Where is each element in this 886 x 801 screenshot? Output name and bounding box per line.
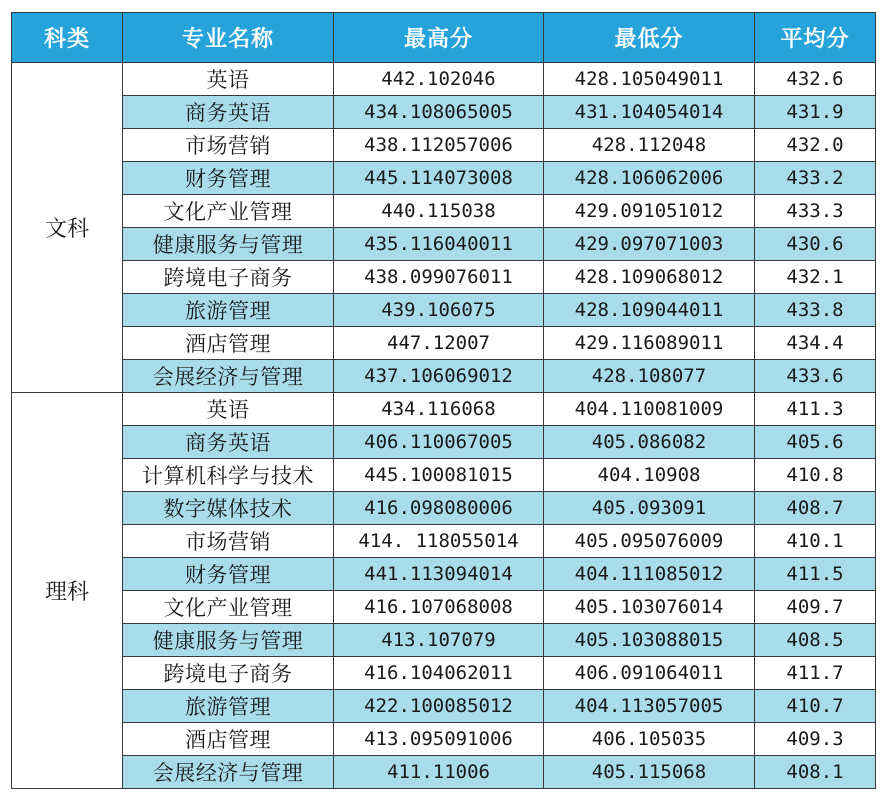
min-score-cell: 404.110081009: [544, 393, 755, 426]
avg-score-cell: 433.6: [755, 360, 876, 393]
min-score-cell: 428.108077: [544, 360, 755, 393]
table-row: [12, 129, 876, 162]
table-body: [12, 63, 876, 789]
max-score-cell: 447.12007: [334, 327, 544, 360]
table-row: [12, 525, 876, 558]
major-cell: 文化产业管理: [123, 591, 334, 624]
major-cell: 跨境电子商务: [123, 657, 334, 690]
max-score-cell: 445.100081015: [334, 459, 544, 492]
major-cell: 英语: [123, 393, 334, 426]
header-min-score: 最低分: [544, 13, 755, 63]
min-score-cell: 428.106062006: [544, 162, 755, 195]
table-row: [12, 591, 876, 624]
avg-score-cell: 433.3: [755, 195, 876, 228]
max-score-cell: 442.102046: [334, 63, 544, 96]
table-row: [12, 558, 876, 591]
avg-score-cell: 433.2: [755, 162, 876, 195]
major-cell: 会展经济与管理: [123, 360, 334, 393]
max-score-cell: 414. 118055014: [334, 525, 544, 558]
min-score-cell: 405.103076014: [544, 591, 755, 624]
table-row: [12, 624, 876, 657]
major-cell: 商务英语: [123, 96, 334, 129]
max-score-cell: 438.112057006: [334, 129, 544, 162]
min-score-cell: 404.10908: [544, 459, 755, 492]
major-cell: 会展经济与管理: [123, 756, 334, 789]
max-score-cell: 435.116040011: [334, 228, 544, 261]
header-category: 科类: [12, 13, 123, 63]
min-score-cell: 429.116089011: [544, 327, 755, 360]
header-max-score: 最高分: [334, 13, 544, 63]
min-score-cell: 431.104054014: [544, 96, 755, 129]
avg-score-cell: 411.7: [755, 657, 876, 690]
avg-score-cell: 432.0: [755, 129, 876, 162]
avg-score-cell: 432.1: [755, 261, 876, 294]
min-score-cell: 428.109068012: [544, 261, 755, 294]
table-header-row: [12, 13, 876, 63]
avg-score-cell: 408.5: [755, 624, 876, 657]
table-row: [12, 459, 876, 492]
avg-score-cell: 410.8: [755, 459, 876, 492]
major-cell: 旅游管理: [123, 690, 334, 723]
major-cell: 财务管理: [123, 558, 334, 591]
major-cell: 旅游管理: [123, 294, 334, 327]
table-row: [12, 657, 876, 690]
min-score-cell: 405.095076009: [544, 525, 755, 558]
min-score-cell: 428.105049011: [544, 63, 755, 96]
major-cell: 商务英语: [123, 426, 334, 459]
major-cell: 财务管理: [123, 162, 334, 195]
max-score-cell: 416.098080006: [334, 492, 544, 525]
min-score-cell: 405.103088015: [544, 624, 755, 657]
max-score-cell: 434.108065005: [334, 96, 544, 129]
avg-score-cell: 431.9: [755, 96, 876, 129]
avg-score-cell: 408.1: [755, 756, 876, 789]
min-score-cell: 404.111085012: [544, 558, 755, 591]
table-row: [12, 327, 876, 360]
min-score-cell: 405.115068: [544, 756, 755, 789]
max-score-cell: 441.113094014: [334, 558, 544, 591]
min-score-cell: 428.112048: [544, 129, 755, 162]
avg-score-cell: 411.5: [755, 558, 876, 591]
max-score-cell: 434.116068: [334, 393, 544, 426]
major-cell: 跨境电子商务: [123, 261, 334, 294]
avg-score-cell: 434.4: [755, 327, 876, 360]
min-score-cell: 405.086082: [544, 426, 755, 459]
header-avg-score: 平均分: [755, 13, 876, 63]
max-score-cell: 413.095091006: [334, 723, 544, 756]
avg-score-cell: 410.7: [755, 690, 876, 723]
major-cell: 文化产业管理: [123, 195, 334, 228]
major-cell: 酒店管理: [123, 723, 334, 756]
table-row: [12, 294, 876, 327]
header-major: 专业名称: [123, 13, 334, 63]
score-table: [11, 12, 876, 789]
avg-score-cell: 409.3: [755, 723, 876, 756]
table-row: [12, 393, 876, 426]
major-cell: 健康服务与管理: [123, 228, 334, 261]
table-row: [12, 492, 876, 525]
table-row: [12, 63, 876, 96]
table-row: [12, 756, 876, 789]
max-score-cell: 445.114073008: [334, 162, 544, 195]
major-cell: 英语: [123, 63, 334, 96]
min-score-cell: 429.091051012: [544, 195, 755, 228]
table-row: [12, 96, 876, 129]
table-row: [12, 261, 876, 294]
major-cell: 计算机科学与技术: [123, 459, 334, 492]
table-row: [12, 723, 876, 756]
major-cell: 酒店管理: [123, 327, 334, 360]
avg-score-cell: 430.6: [755, 228, 876, 261]
min-score-cell: 406.105035: [544, 723, 755, 756]
major-cell: 健康服务与管理: [123, 624, 334, 657]
table-row: [12, 360, 876, 393]
min-score-cell: 406.091064011: [544, 657, 755, 690]
major-cell: 市场营销: [123, 129, 334, 162]
table-row: [12, 228, 876, 261]
max-score-cell: 416.107068008: [334, 591, 544, 624]
max-score-cell: 416.104062011: [334, 657, 544, 690]
table-row: [12, 426, 876, 459]
avg-score-cell: 410.1: [755, 525, 876, 558]
max-score-cell: 438.099076011: [334, 261, 544, 294]
table-row: [12, 690, 876, 723]
avg-score-cell: 411.3: [755, 393, 876, 426]
table-row: [12, 162, 876, 195]
max-score-cell: 422.100085012: [334, 690, 544, 723]
major-cell: 数字媒体技术: [123, 492, 334, 525]
min-score-cell: 404.113057005: [544, 690, 755, 723]
avg-score-cell: 408.7: [755, 492, 876, 525]
max-score-cell: 406.110067005: [334, 426, 544, 459]
min-score-cell: 405.093091: [544, 492, 755, 525]
max-score-cell: 439.106075: [334, 294, 544, 327]
avg-score-cell: 433.8: [755, 294, 876, 327]
max-score-cell: 437.106069012: [334, 360, 544, 393]
max-score-cell: 411.11006: [334, 756, 544, 789]
avg-score-cell: 409.7: [755, 591, 876, 624]
min-score-cell: 428.109044011: [544, 294, 755, 327]
avg-score-cell: 432.6: [755, 63, 876, 96]
category-cell: 文科: [12, 63, 123, 393]
major-cell: 市场营销: [123, 525, 334, 558]
category-cell: 理科: [12, 393, 123, 789]
avg-score-cell: 405.6: [755, 426, 876, 459]
max-score-cell: 440.115038: [334, 195, 544, 228]
table-row: [12, 195, 876, 228]
max-score-cell: 413.107079: [334, 624, 544, 657]
min-score-cell: 429.097071003: [544, 228, 755, 261]
